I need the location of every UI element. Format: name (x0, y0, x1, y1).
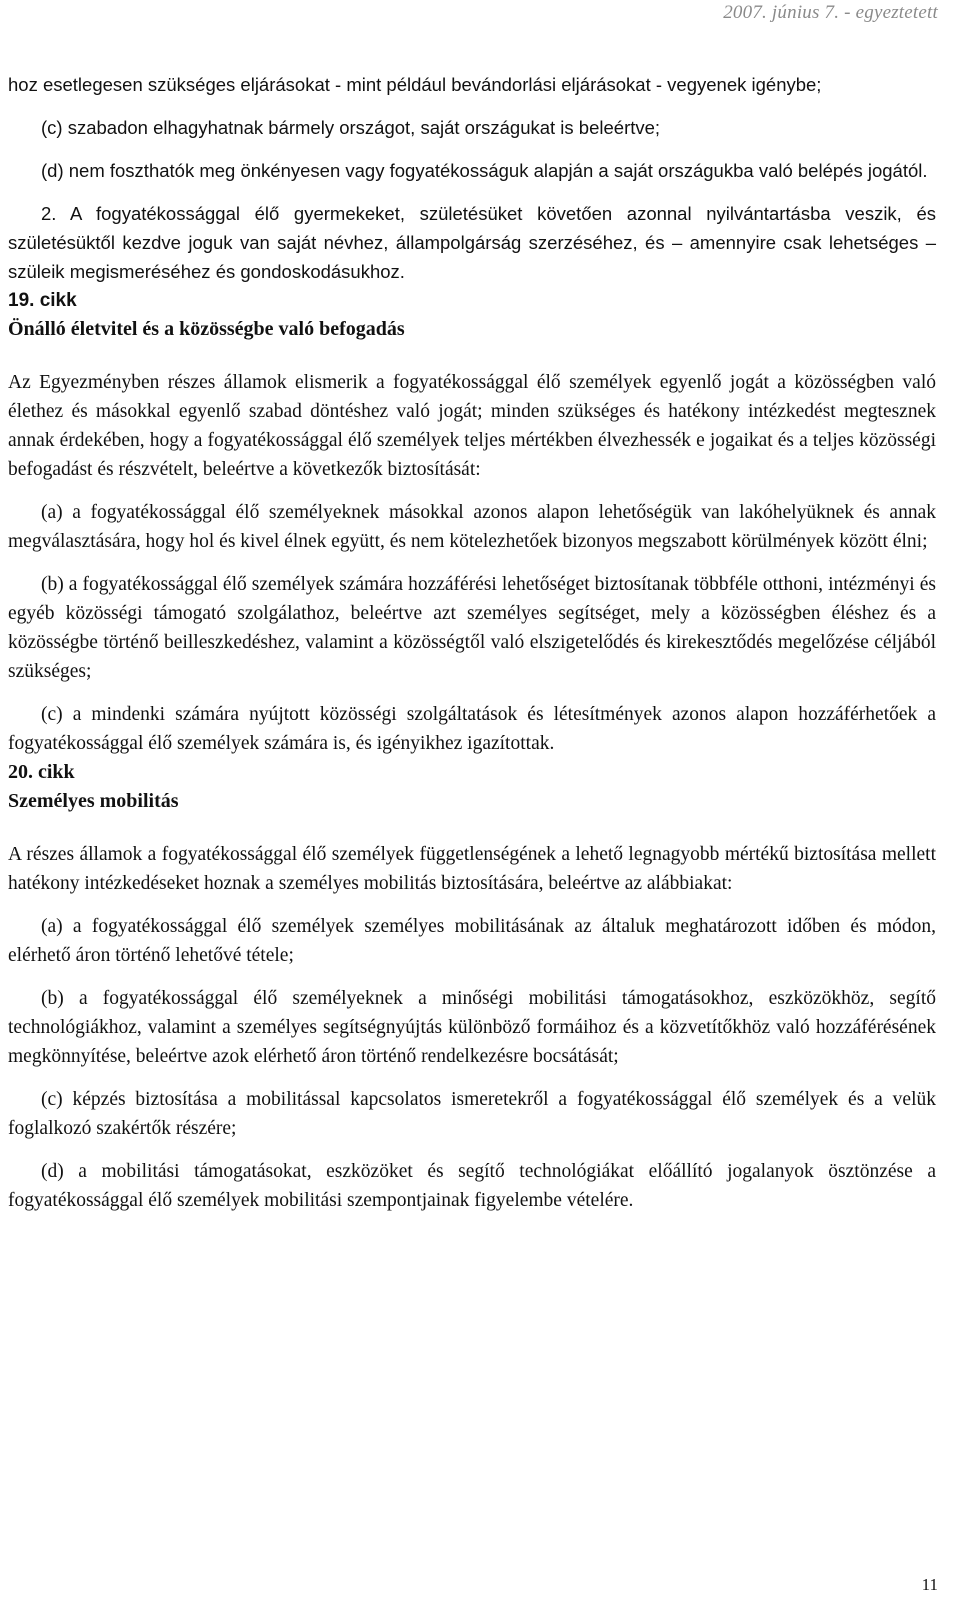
point-2-paragraph: 2. A fogyatékossággal élő gyermekeket, születésüket követően azonnal nyilvántartásba veszik, és születésüktől kezdve joguk van saját névhez, állampolgárság szerzéséhez, és – amennyire csak lehetséges – szüleik megismeréséhez és gondoskodásukhoz. (8, 203, 936, 282)
article-20-item-b: (b) a fogyatékossággal élő személyeknek a minőségi mobilitási támogatásokhoz, eszközökhöz, segítő technológiákhoz, valamint a személyes segítségnyújtás különböző formáihoz és a közvetítőkhöz való hozzáférésének megkönnyítése, beleértve azok elérhető áron történő rendelkezésre bocsátását; (8, 988, 936, 1067)
page-number: 11 (921, 1575, 938, 1594)
article-19-title: Önálló életvitel és a közösségbe való befogadás (8, 318, 405, 340)
article-19-item-c: (c) a mindenki számára nyújtott közösségi szolgáltatások és létesítmények azonos alapon hozzáférhetőek a fogyatékossággal élő személyek számára is, és igényikhez igazítottak. (8, 704, 936, 754)
document-body (8, 70, 936, 1215)
article-20-number: 20. cikk (8, 761, 75, 783)
article-19-item-b: (b) a fogyatékossággal élő személyek számára hozzáférési lehetőséget biztosítanak többféle otthoni, intézményi és egyéb közösségi támogató szolgálathoz, beleértve azt személyes segítséget, mely a közösségben éléshez és a közösségbe történő beilleszkedéshez, valamint a közösségtől való elszigetelődés és kirekesztődés megelőzése céljából szükséges; (8, 574, 936, 682)
article-20-title: Személyes mobilitás (8, 790, 179, 812)
article-20-item-c: (c) képzés biztosítása a mobilitással kapcsolatos ismeretekről a fogyatékossággal élő személyek és a velük foglalkozó szakértők részére; (8, 1089, 936, 1139)
article-19-intro: Az Egyezményben részes államok elismerik a fogyatékossággal élő személyek egyenlő jogát a közösségben való élethez és másokkal egyenlő szabad döntéshez való jogát; minden szükséges és hatékony intézkedést megtesznek annak érdekében, hogy a fogyatékossággal élő személyek teljes mértékben élvezhessék e jogaikat és a teljes közösségi befogadást és részvételt, beleértve a következők biztosítását: (8, 372, 936, 480)
article-20-item-a: (a) a fogyatékossággal élő személyek személyes mobilitásának az általuk meghatározott időben és módon, elérhető áron történő lehetővé tétele; (8, 916, 936, 966)
article-19-item-a: (a) a fogyatékossággal élő személyeknek másokkal azonos alapon lehetőségük van lakóhelyüknek és annak megválasztására, hogy hol és kivel élnek együtt, és nem kötelezhetőek bizonyos megszabott körülmények között élni; (8, 502, 936, 552)
header-date: 2007. június 7. - egyeztetett (723, 2, 938, 23)
article-20-item-d: (d) a mobilitási támogatásokat, eszközöket és segítő technológiákat előállító jogalanyok ösztönzése a fogyatékossággal élő személyek mobilitási szempontjainak figyelembe vételére. (8, 1161, 936, 1211)
list-item-d: (d) nem foszthatók meg önkényesen vagy fogyatékosságuk alapján a saját országukba való belépés jogától. (41, 160, 928, 181)
list-item-c: (c) szabadon elhagyhatnak bármely országot, saját országukat is beleértve; (41, 117, 661, 138)
article-20-intro: A részes államok a fogyatékossággal élő személyek függetlenségének a lehető legnagyobb mértékű biztosítása mellett hatékony intézkedéseket hoznak a személyes mobilitás biztosítására, beleértve az alábbiakat: (8, 844, 936, 894)
article-19-number: 19. cikk (8, 290, 77, 311)
continued-paragraph: hoz esetlegesen szükséges eljárásokat - mint például bevándorlási eljárásokat - vegyenek igénybe; (8, 74, 822, 95)
